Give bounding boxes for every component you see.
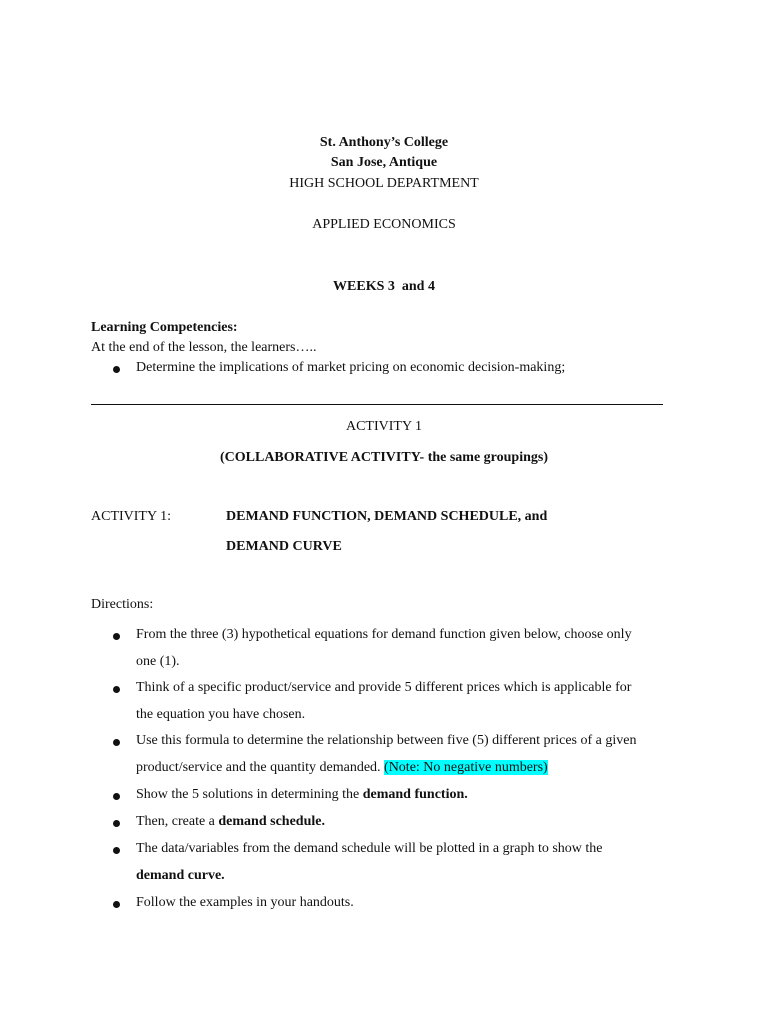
direction-2-line2: the equation you have chosen. <box>136 707 306 722</box>
bullet-icon <box>113 686 120 693</box>
activity-name-line1: DEMAND FUNCTION, DEMAND SCHEDULE, and <box>226 509 548 524</box>
direction-5-bold: demand schedule. <box>218 814 325 829</box>
direction-5-text: Then, create a <box>136 814 219 829</box>
direction-3-line2 <box>136 760 548 776</box>
competencies-heading: Learning Competencies: <box>91 320 238 335</box>
directions-heading: Directions: <box>91 597 154 612</box>
competency-item: Determine the implications of market pricing on economic decision-making; <box>136 360 566 375</box>
direction-2-line1: Think of a specific product/service and provide 5 different prices which is applicable for <box>136 680 632 695</box>
direction-4-bold: demand function. <box>362 787 468 802</box>
weeks-label: WEEKS 3 and 4 <box>333 279 435 294</box>
bullet-icon <box>113 366 120 373</box>
activity-title: ACTIVITY 1 <box>345 419 423 434</box>
school-name: St. Anthony’s College <box>319 135 449 150</box>
direction-4-text: Show the 5 solutions in determining the <box>136 787 363 802</box>
bullet-icon <box>113 901 120 908</box>
activity-name-line2: DEMAND CURVE <box>226 539 342 554</box>
subject-title: APPLIED ECONOMICS <box>312 217 456 232</box>
direction-1-line1: From the three (3) hypothetical equations for demand function given below, choose only <box>136 627 632 642</box>
direction-4 <box>136 787 468 803</box>
school-location: San Jose, Antique <box>330 155 438 170</box>
direction-1-line2: one (1). <box>136 654 180 669</box>
direction-3-text: product/service and the quantity demanded. <box>136 760 385 775</box>
bullet-icon <box>113 739 120 746</box>
bullet-icon <box>113 847 120 854</box>
section-divider <box>91 404 663 405</box>
bullet-icon <box>113 793 120 800</box>
direction-5 <box>136 814 325 830</box>
direction-6-bold: demand curve. <box>136 868 225 883</box>
highlighted-note: (Note: No negative numbers) <box>384 760 548 775</box>
activity-label: ACTIVITY 1: <box>91 509 171 524</box>
direction-6-line1: The data/variables from the demand schedule will be plotted in a graph to show the <box>136 841 603 856</box>
activity-subtitle: (COLLABORATIVE ACTIVITY- the same groupings) <box>219 450 548 465</box>
bullet-icon <box>113 633 120 640</box>
competencies-intro: At the end of the lesson, the learners….. <box>91 340 317 355</box>
direction-7: Follow the examples in your handouts. <box>136 895 354 910</box>
bullet-icon <box>113 820 120 827</box>
direction-3-line1: Use this formula to determine the relationship between five (5) different prices of a given <box>136 733 637 748</box>
department-name: HIGH SCHOOL DEPARTMENT <box>289 176 479 191</box>
